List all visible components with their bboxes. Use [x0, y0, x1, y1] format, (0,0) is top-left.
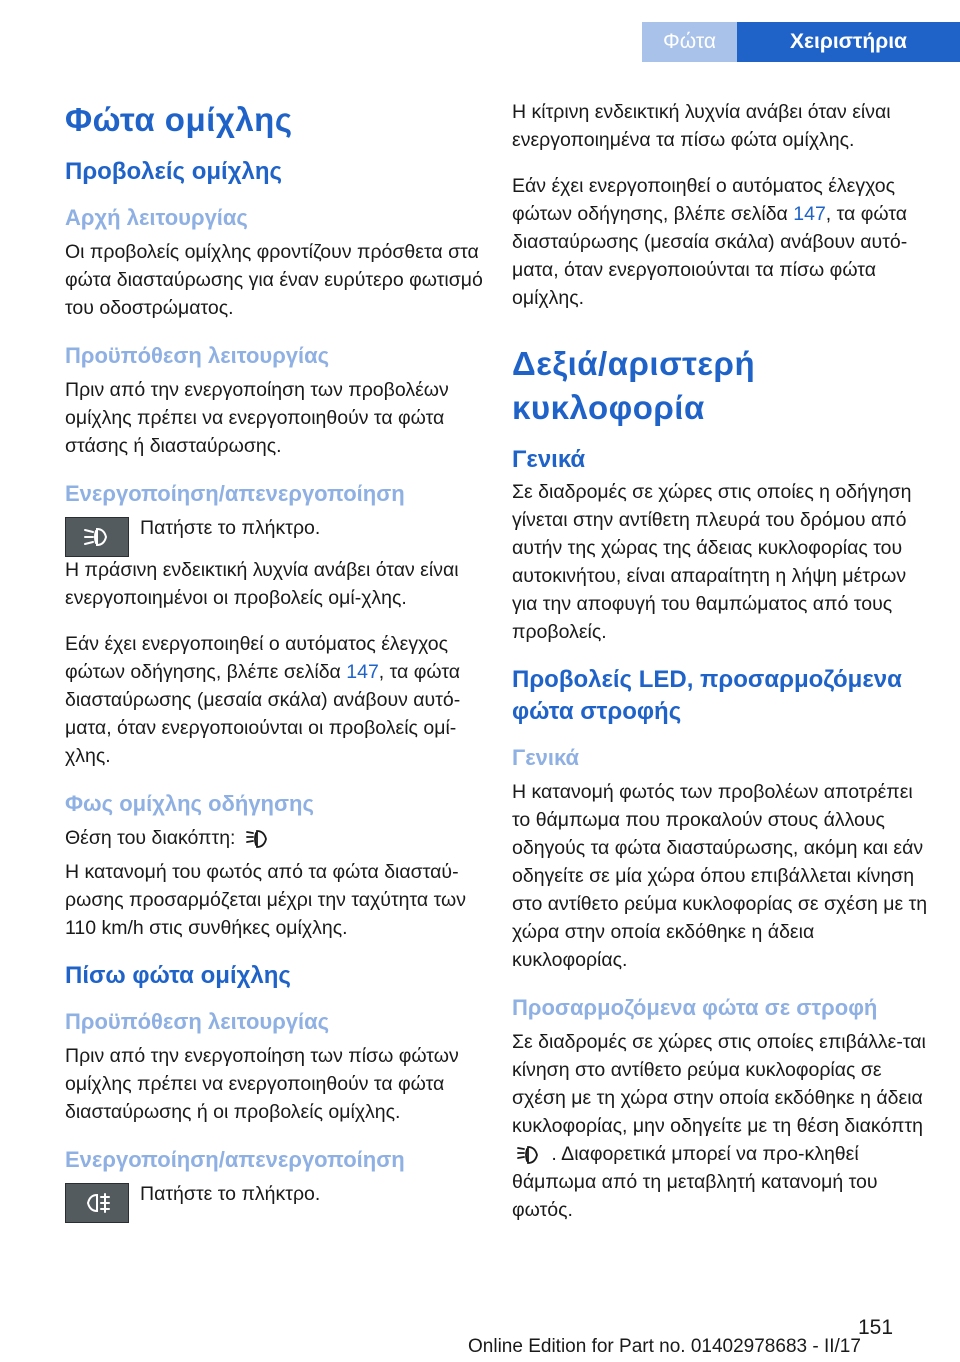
subheading-on-off: Ενεργοποίηση/απενεργοποίηση: [65, 1147, 405, 1172]
section-title-traffic-side: Δεξιά/αριστερή κυκλοφορία: [512, 345, 756, 426]
key-instruction: Πατήστε το πλήκτρο.: [140, 517, 321, 539]
fog-drive-light-icon: [516, 1144, 542, 1166]
paragraph-text: Θέση του διακόπτη:: [65, 827, 236, 849]
paragraph-text: , τα φώτα διασταύρωσης (μεσαία σκάλα) ανάβουν αυτό-ματα, όταν ενεργοποιούνται οι προβολείς ομί-χλης.: [65, 661, 461, 767]
paragraph: [65, 824, 483, 852]
paragraph-text: Εάν έχει ενεργοποιηθεί ο αυτόματος έλεγχος φώτων οδήγησης, βλέπε σελίδα: [512, 175, 896, 225]
paragraph: [65, 630, 483, 770]
paragraph: Η κατανομή του φωτός από τα φώτα διασταύ-ρωσης προσαρμόζεται μέχρι την ταχύτητα των 110 km/h στις συνθήκες ομίχλης.: [65, 861, 467, 939]
paragraph-text: , τα φώτα διασταύρωσης (μεσαία σκάλα) ανάβουν αυτό-ματα, όταν ενεργοποιούνται τα πίσω φώτα ομίχλης.: [512, 203, 908, 309]
subheading-requirement: Προϋπόθεση λειτουργίας: [65, 343, 330, 368]
page-number: 151: [858, 1316, 894, 1339]
rear-fog-key-row: [65, 1180, 483, 1242]
section-title-fog-lights: Φώτα ομίχλης: [65, 101, 293, 138]
paragraph: [512, 172, 932, 312]
right-column: [512, 98, 932, 1242]
heading-rear-fog-lights: Πίσω φώτα ομίχλης: [65, 962, 291, 989]
paragraph: [512, 1028, 932, 1224]
heading-general: Γενικά: [512, 446, 586, 473]
left-column: [65, 98, 483, 1242]
front-fog-light-icon: [65, 517, 129, 557]
page-link-147[interactable]: 147: [793, 203, 826, 225]
subheading-drive-fog-light: Φως ομίχλης οδήγησης: [65, 791, 314, 816]
paragraph-text: Σε διαδρομές σε χώρες στις οποίες επιβάλλε-ται κίνηση στο αντίθετο ρεύμα κυκλοφορίας σε σχέση με τη χώρα στην οποία εκδόθηκε η άδεια κυκλοφορίας, μην οδηγείτε με τη θέση διακόπτη: [512, 1031, 926, 1137]
paragraph: Πριν από την ενεργοποίηση των πίσω φώτων ομίχλης πρέπει να ενεργοποιηθούν τα φώτα διασταύρωσης ή οι προβολείς ομίχλης.: [65, 1045, 459, 1123]
subheading-adaptive-cornering: Προσαρμοζόμενα φώτα σε στροφή: [512, 995, 878, 1020]
paragraph: Οι προβολείς ομίχλης φροντίζουν πρόσθετα στα φώτα διασταύρωσης για έναν ευρύτερο φωτισμό του οδοστρώματος.: [65, 241, 483, 319]
rear-fog-light-icon: [65, 1183, 129, 1223]
edition-note: Online Edition for Part no. 01402978683 - II/17: [468, 1336, 861, 1357]
fog-drive-light-icon: [245, 828, 271, 850]
tab-controls: Χειριστήρια: [737, 22, 960, 62]
front-fog-key-row: [65, 514, 483, 576]
tab-lights: Φώτα: [642, 22, 737, 62]
paragraph: Σε διαδρομές σε χώρες στις οποίες η οδήγηση γίνεται στην αντίθετη πλευρά του δρόμου από αυτήν της χώρας της άδειας κυκλοφορίας του αυτοκινήτου, είναι απαραίτητη η λήψη μέτρων για την αποφυγή του θαμπώματος από τους προβολείς.: [512, 481, 912, 643]
header-tabs: [642, 22, 960, 62]
paragraph: Η κατανομή φωτός των προβολέων αποτρέπει το θάμπωμα που προκαλούν στους άλλους οδηγούς τα φώτα διασταύρωσης, ακόμη και εάν οδηγείτε σε μία χώρα όπου επιβάλλεται κίνηση στο αντίθετο ρεύμα κυκλοφορίας σε σχέση με τη χώρα στην οποία εκδόθηκε η άδεια κυκλοφορίας.: [512, 781, 928, 971]
subheading-general: Γενικά: [512, 745, 580, 770]
heading-front-fog-lights: Προβολείς ομίχλης: [65, 158, 283, 185]
key-instruction: Πατήστε το πλήκτρο.: [140, 1183, 321, 1205]
paragraph-text: Εάν έχει ενεργοποιηθεί ο αυτόματος έλεγχος φώτων οδήγησης, βλέπε σελίδα: [65, 633, 449, 683]
subheading-principle: Αρχή λειτουργίας: [65, 205, 248, 230]
paragraph-text: . Διαφορετικά μπορεί να προ-κληθεί θάμπωμα από τη μεταβλητή κατανομή του φωτός.: [512, 1143, 878, 1221]
subheading-requirement: Προϋπόθεση λειτουργίας: [65, 1009, 330, 1034]
heading-led-headlights: Προβολείς LED, προσαρμοζόμενα φώτα στροφής: [512, 666, 902, 725]
page-link-147[interactable]: 147: [346, 661, 379, 683]
paragraph: Η πράσινη ενδεικτική λυχνία ανάβει όταν είναι ενεργοποιημένοι οι προβολείς ομί-χλης.: [65, 559, 459, 609]
paragraph: Πριν από την ενεργοποίηση των προβολέων ομίχλης πρέπει να ενεργοποιηθούν τα φώτα στάσης ή διασταύρωσης.: [65, 379, 449, 457]
subheading-on-off: Ενεργοποίηση/απενεργοποίηση: [65, 481, 405, 506]
paragraph: Η κίτρινη ενδεικτική λυχνία ανάβει όταν είναι ενεργοποιημένα τα πίσω φώτα ομίχλης.: [512, 101, 891, 151]
